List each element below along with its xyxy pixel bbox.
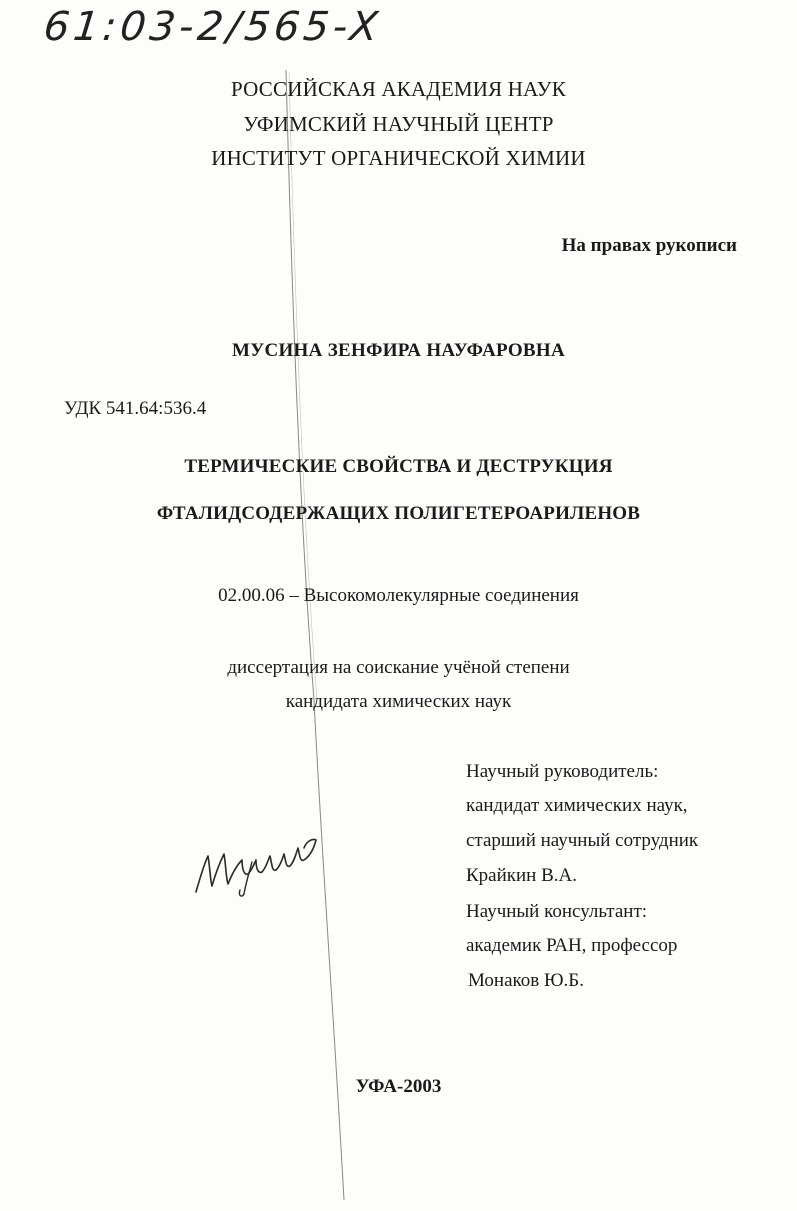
consultant-name: Монаков Ю.Б. [468,970,584,991]
archive-number: 61:03-2/565-X [41,4,384,50]
rights-notice: На правах рукописи [561,235,737,256]
thesis-title-line-1: ТЕРМИЧЕСКИЕ СВОЙСТВА И ДЕСТРУКЦИЯ [184,456,613,477]
supervisor-label: Научный руководитель: [466,761,659,782]
organization-line-academy: РОССИЙСКАЯ АКАДЕМИЯ НАУК [231,77,566,101]
specialty-code: 02.00.06 – Высокомолекулярные соединения [218,585,579,606]
author-name: МУСИНА ЗЕНФИРА НАУФАРОВНА [231,340,565,361]
organization-line-institute: ИНСТИТУТ ОРГАНИЧЕСКОЙ ХИМИИ [211,146,586,170]
supervisor-degree: кандидат химических наук, [466,795,688,816]
udk-code: УДК 541.64:536.4 [64,398,207,419]
handwritten-signature [186,820,321,900]
degree-line-1: диссертация на соискание учёной степени [227,657,570,678]
degree-line-2: кандидата химических наук [285,691,512,712]
thesis-title-line-2: ФТАЛИДСОДЕРЖАЩИХ ПОЛИГЕТЕРОАРИЛЕНОВ [156,503,641,524]
city-year: УФА-2003 [355,1076,442,1097]
supervisor-name: Крайкин В.А. [466,865,577,886]
consultant-label: Научный консультант: [466,901,648,922]
consultant-title: академик РАН, профессор [466,935,678,956]
organization-line-center: УФИМСКИЙ НАУЧНЫЙ ЦЕНТР [243,112,554,136]
supervisor-position: старший научный сотрудник [466,830,699,851]
